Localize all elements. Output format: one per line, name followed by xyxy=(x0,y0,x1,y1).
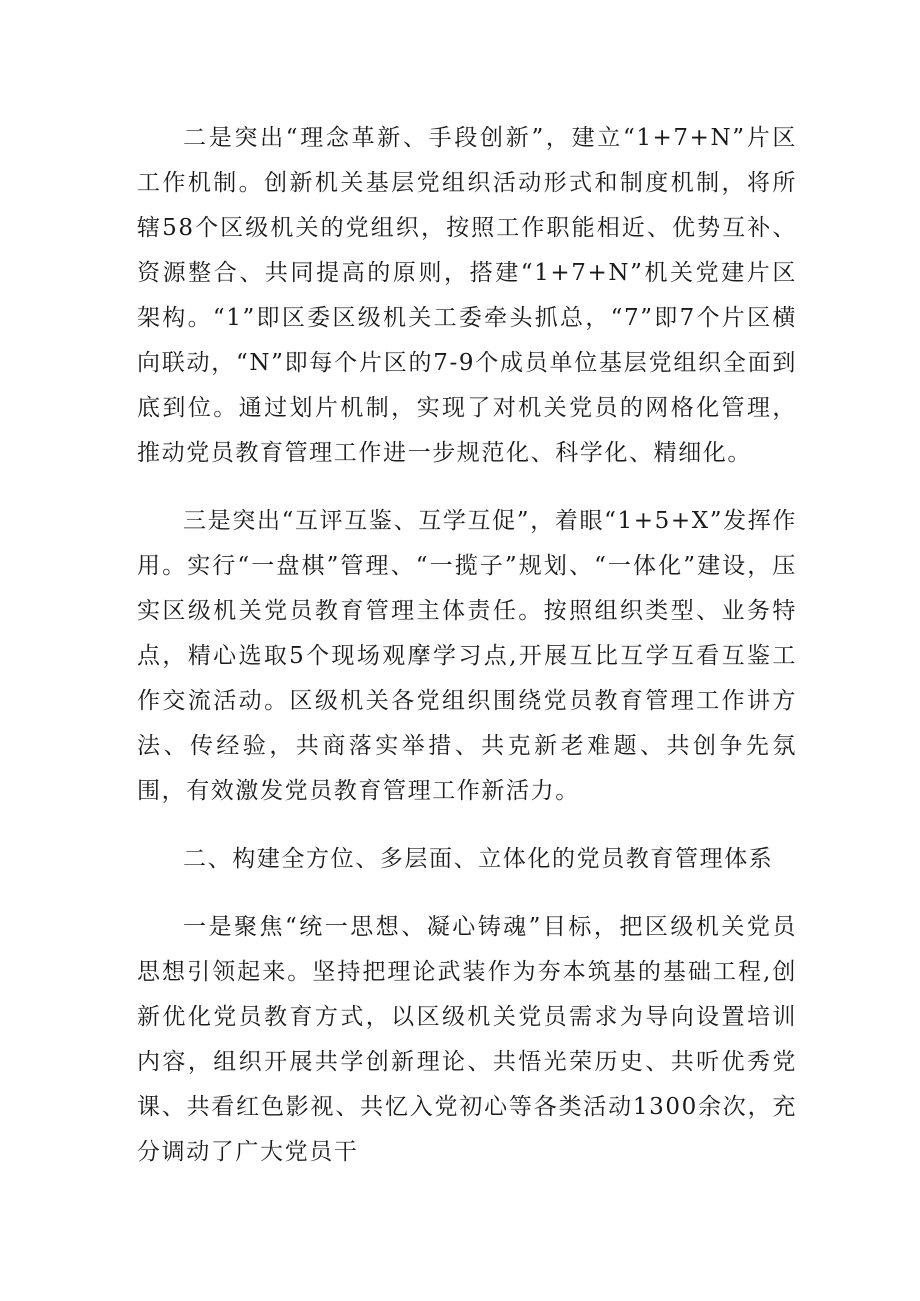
paragraph-gap xyxy=(137,476,797,499)
paragraph-ideological-guidance: 一是聚焦“统一思想、凝心铸魂”目标，把区级机关党员思想引领起来。坚持把理论武装作为夯本筑基的基础工程,创新优化党员教育方式，以区级机关党员需求为导向设置培训内容，组织开展共学创新理论、共悟光荣历史、共听优秀党课、共看红色影视、共忆入党初心等各类活动1300余次，充分调动了广大党员干 xyxy=(137,914,797,1165)
paragraph-area-mechanism: 二是突出“理念革新、手段创新”，建立“1+7+N”片区工作机制。创新机关基层党组织活动形式和制度机制，将所辖58个区级机关的党组织，按照工作职能相近、优势互补、资源整合、共同提高的原则，搭建“1+7+N”机关党建片区架构。“1”即区委区级机关工委牵头抓总，“7”即7个片区横向联动，“N”即每个片区的7-9个成员单位基层党组织全面到底到位。通过划片机制，实现了对机关党员的网格化管理，推动党员教育管理工作进一步规范化、科学化、精细化。 xyxy=(137,125,797,466)
paragraph-gap xyxy=(137,882,797,905)
paragraph-mutual-learning: 三是突出“互评互鉴、互学互促”，着眼“1+5+X”发挥作用。实行“一盘棋”管理、“一揽子”规划、“一体化”建设，压实区级机关党员教育管理主体责任。按照组织类型、业务特点，精心选取5个现场观摩学习点,开展互比互学互看互鉴工作交流活动。区级机关各党组织围绕党员教育管理工作讲方法、传经验，共商落实举措、共克新老难题、共创争先氛围，有效激发党员教育管理工作新活力。 xyxy=(137,508,797,804)
paragraph-gap xyxy=(137,814,797,837)
document-body xyxy=(137,116,797,1175)
section-heading: 二、构建全方位、多层面、立体化的党员教育管理体系 xyxy=(183,846,774,872)
